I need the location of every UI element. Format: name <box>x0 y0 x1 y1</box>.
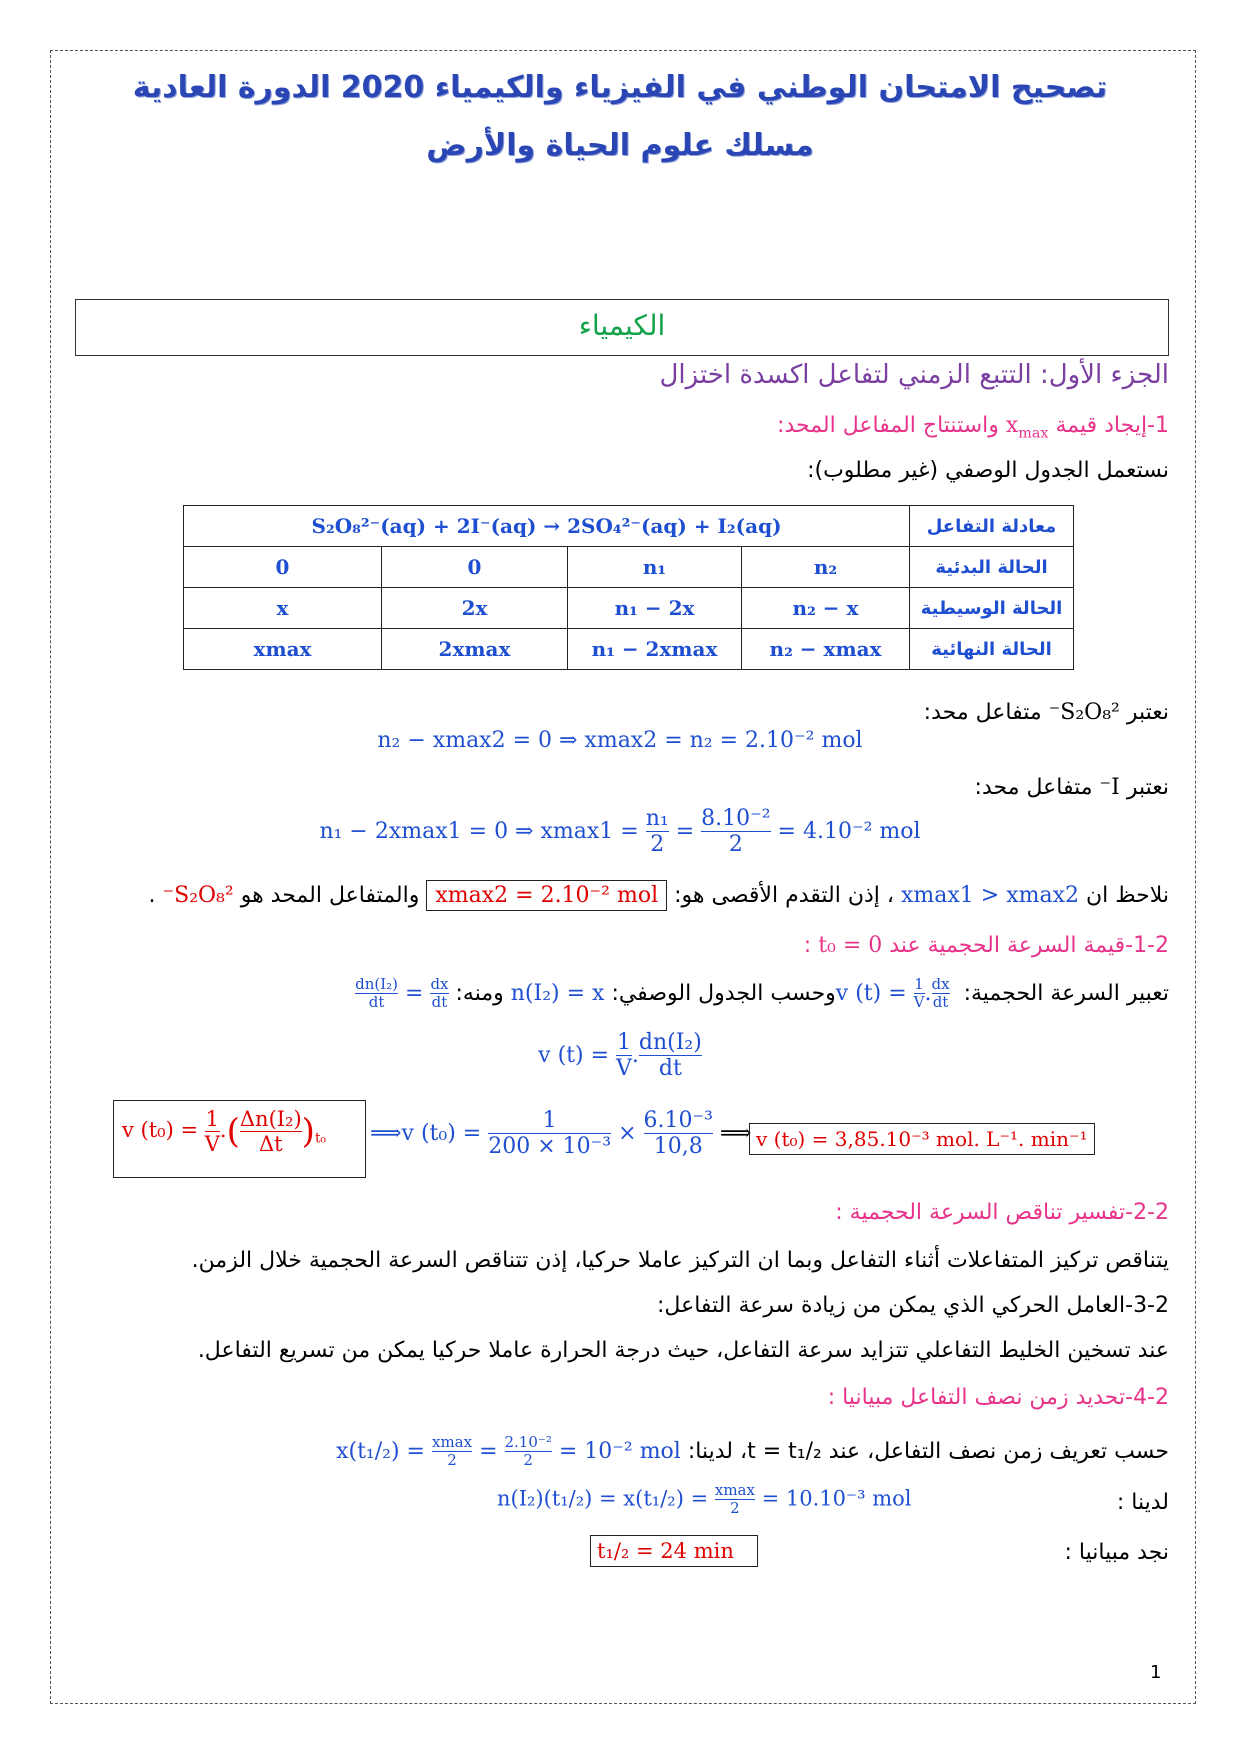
calc-mid-lhs: ⟹v (t₀) = <box>370 1120 482 1146</box>
section-title-box <box>75 299 1169 356</box>
hyp1-equation: n₂ − xmax2 = 0 ⇒ xmax2 = n₂ = 2.10⁻² mol <box>377 728 863 753</box>
q42-line3-label: نجد مبيانيا : <box>1064 1540 1169 1565</box>
table-cell: n₂ − xmax <box>742 629 910 670</box>
part1-title: الجزء الأول: التتبع الزمني لتفاعل اكسدة اختزال <box>659 360 1169 390</box>
q1-intro: نستعمل الجدول الوصفي (غير مطلوب): <box>807 458 1169 483</box>
table-cell: xmax <box>184 629 382 670</box>
hyp2-text-a: نعتبر <box>1126 775 1169 800</box>
calc-numeric <box>370 1108 751 1160</box>
table-cell: n₂ <box>742 547 910 588</box>
hyp1-text <box>924 700 1169 725</box>
table-cell: 0 <box>184 547 382 588</box>
hyp2-frac1-num: n₁ <box>645 806 669 831</box>
page-subtitle: مسلك علوم الحياة والأرض <box>426 128 814 163</box>
conclusion-text-b: ، إذن التقدم الأقصى هو: <box>674 883 894 908</box>
q42-line2-lhs: n(I₂)(t₁/₂) = x(t₁/₂) = <box>497 1486 709 1511</box>
calc-box1-num2: Δn(I₂) <box>239 1107 302 1131</box>
table-cell: n₂ − x <box>742 588 910 629</box>
table-cell: 2x <box>382 588 568 629</box>
velocity-text-c: ومنه: <box>455 980 504 1006</box>
q42-heading: 4-2-تحديد زمن نصف التفاعل مبيانيا : <box>827 1385 1169 1410</box>
calc-box1-den2: Δt <box>240 1131 302 1156</box>
page-title: تصحيح الامتحان الوطني في الفيزياء والكيمياء 2020 الدورة العادية <box>132 70 1108 105</box>
q42-result-box: t₁/₂ = 24 min <box>590 1535 758 1567</box>
velocity-frac-b-num: dx <box>931 975 950 993</box>
calc-mid-num2: 6.10⁻³ <box>643 1108 713 1133</box>
q1-heading <box>777 413 1169 441</box>
conclusion-species: S₂O₈²⁻ <box>162 883 234 908</box>
velocity-center-num2: dn(I₂) <box>638 1030 702 1055</box>
conclusion-text-c: والمتفاعل المحد هو <box>240 883 420 908</box>
calc-box1-sub: t₀ <box>314 1130 326 1147</box>
velocity-frac-c-num: dn(I₂) <box>355 975 399 993</box>
calc-arrow: ⟹ <box>719 1120 752 1146</box>
q1-heading-a: 1-إيجاد قيمة <box>1055 413 1169 438</box>
q32-heading: 3-2-العامل الحركي الذي يمكن من زيادة سرعة التفاعل: <box>657 1293 1169 1318</box>
q22-body: يتناقص تركيز المتفاعلات أثناء التفاعل وبما ان التركيز عاملا حركيا، إذن تتناقص السرعة الحجمية خلال الزمن. <box>191 1248 1169 1273</box>
velocity-frac-d-den: dt <box>431 993 448 1012</box>
q12-heading-text: 1-2-قيمة السرعة الحجمية عند <box>889 933 1169 958</box>
page-number: 1 <box>1150 1662 1162 1683</box>
table-cell: n₁ − 2x <box>568 588 742 629</box>
q42-line2-rhs: = 10.10⁻³ mol <box>761 1486 912 1511</box>
hyp2-species: I⁻ <box>1099 775 1120 800</box>
q42-line1-text: حسب تعريف زمن نصف التفاعل، عند t = t₁/₂، لدينا: <box>687 1438 1169 1464</box>
q42-line2-den: 2 <box>715 1499 755 1517</box>
q1-heading-sub: max <box>1018 425 1049 442</box>
q42-line2-label: لدينا : <box>1116 1490 1169 1515</box>
calc-times: × <box>618 1120 637 1146</box>
hyp2-frac2-num: 8.10⁻² <box>701 806 771 831</box>
velocity-frac-a-den: V <box>913 993 925 1012</box>
hyp1-text-b: متفاعل محد: <box>923 700 1042 725</box>
calc-box1-num1: 1 <box>205 1107 220 1131</box>
table-row <box>184 588 1074 629</box>
table-row-label: الحالة النهائية <box>910 629 1074 670</box>
hyp2-text-b: متفاعل محد: <box>974 775 1093 800</box>
velocity-center-den1: V <box>616 1056 632 1082</box>
calc-result-box: v (t₀) = 3,85.10⁻³ mol. L⁻¹. min⁻¹ <box>749 1123 1095 1155</box>
calc-mid-den1: 200 × 10⁻³ <box>488 1134 612 1160</box>
velocity-frac-d-num: dx <box>430 975 449 993</box>
velocity-center: v (t) = $\frac{1}{V}$ . $\frac{\text{dn(I₂)}}{dt}$ <box>538 1030 702 1082</box>
table-cell: n₁ − 2xmax <box>568 629 742 670</box>
hyp2-equation: n₁ − 2xmax1 = 0 ⇒ xmax1 = $\frac{\text{n₁}}{2}$ = $\frac{\text{8.10⁻²}}{2}$ = 4.10⁻² mol <box>319 806 921 858</box>
q42-line2-num: xmax <box>714 1481 755 1499</box>
calc-box1-lhs: v (t₀) = <box>122 1118 199 1143</box>
calc-box1-den1: V <box>204 1132 220 1157</box>
hyp2-frac1-den: 2 <box>646 831 669 857</box>
table-row <box>184 506 1074 547</box>
q12-heading-math: t₀ = 0 <box>818 933 883 958</box>
velocity-center-num1: 1 <box>616 1030 631 1055</box>
q32-body: عند تسخين الخليط التفاعلي تتزايد سرعة التفاعل، حيث درجة الحرارة عاملا حركيا يمكن من تسريع التفاعل. <box>197 1338 1169 1363</box>
q1-heading-b: واستنتاج المفاعل المحد: <box>777 413 999 438</box>
velocity-frac-c-den: dt <box>355 993 398 1011</box>
velocity-center-den2: dt <box>639 1055 702 1081</box>
table-row <box>184 629 1074 670</box>
velocity-expr-a: v (t) = <box>835 980 907 1006</box>
velocity-text-a: تعبير السرعة الحجمية: <box>963 980 1169 1006</box>
q42-line1-den2: 2 <box>505 1451 552 1469</box>
conclusion-boxed-result: xmax2 = 2.10⁻² mol <box>426 880 667 911</box>
calc-box-definition: v (t₀) = $\frac{1}{V}$ .( $\frac{\text{Δn(I₂)}}{\Delta t}$ )$_{t_0}$ <box>113 1100 366 1178</box>
table-cell: 2xmax <box>382 629 568 670</box>
table-cell: x <box>184 588 382 629</box>
conclusion-inequality: xmax1 > xmax2 <box>901 883 1079 908</box>
hyp1-text-a: نعتبر <box>1126 700 1169 725</box>
q42-line1-num1: xmax <box>431 1433 473 1451</box>
q22-heading: 2-2-تفسير تناقص السرعة الحجمية : <box>835 1200 1169 1225</box>
table-row-label: معادلة التفاعل <box>910 506 1074 547</box>
velocity-line: تعبير السرعة الحجمية: v (t) = $\frac{1}{V}$ . $\frac{dx}{dt}$ وحسب الجدول الوصفي: n(I₂) = x ومنه: $\frac{\text{dn(I₂)}}{dt}$ = $\frac{dx}{dt}$ <box>355 975 1169 1012</box>
q42-line1: حسب تعريف زمن نصف التفاعل، عند t = t₁/₂، لدينا: x(t₁/₂) = $\frac{xmax}{2}$ = $\frac{\text{2.10⁻²}}{2}$ = 10⁻² mol <box>336 1433 1169 1470</box>
conclusion <box>149 883 1170 908</box>
section-title: الكيمياء <box>578 309 666 342</box>
table-cell: S₂O₈²⁻(aq) + 2I⁻(aq) → 2SO₄²⁻(aq) + I₂(aq) <box>184 506 910 547</box>
conclusion-text-a: نلاحظ ان <box>1086 883 1169 908</box>
advancement-table <box>183 505 1074 670</box>
table-cell: 0 <box>382 547 568 588</box>
velocity-frac-a-num: 1 <box>914 975 924 993</box>
table-cell: n₁ <box>568 547 742 588</box>
hyp1-species: S₂O₈²⁻ <box>1048 700 1120 725</box>
velocity-expr-b: n(I₂) = x <box>510 980 605 1006</box>
table-row-label: الحالة البدئية <box>910 547 1074 588</box>
calc-mid-num1: 1 <box>542 1108 557 1133</box>
velocity-frac-b-den: dt <box>932 993 949 1012</box>
table-row-label: الحالة الوسيطية <box>910 588 1074 629</box>
q42-line2-equation <box>497 1482 911 1518</box>
hyp2-frac2-den: 2 <box>701 831 770 857</box>
conclusion-end: . <box>148 883 156 908</box>
q12-heading: 1-2-قيمة السرعة الحجمية عند t₀ = 0 : <box>803 933 1169 958</box>
q42-line1-rhs: = 10⁻² mol <box>558 1438 681 1464</box>
hyp2-eq-b: = 4.10⁻² mol <box>777 818 921 844</box>
hyp2-eq-a: n₁ − 2xmax1 = 0 ⇒ xmax1 = <box>319 818 639 844</box>
q42-line1-num2: 2.10⁻² <box>504 1433 552 1451</box>
hyp2-text <box>975 775 1169 800</box>
q42-line1-lhs: x(t₁/₂) = <box>336 1438 425 1464</box>
q1-heading-var: x <box>1005 413 1019 438</box>
table-row <box>184 547 1074 588</box>
q42-line1-den1: 2 <box>432 1451 472 1469</box>
velocity-text-b: وحسب الجدول الوصفي: <box>611 980 836 1006</box>
velocity-center-lhs: v (t) = <box>538 1042 610 1068</box>
calc-mid-den2: 10,8 <box>644 1133 713 1159</box>
